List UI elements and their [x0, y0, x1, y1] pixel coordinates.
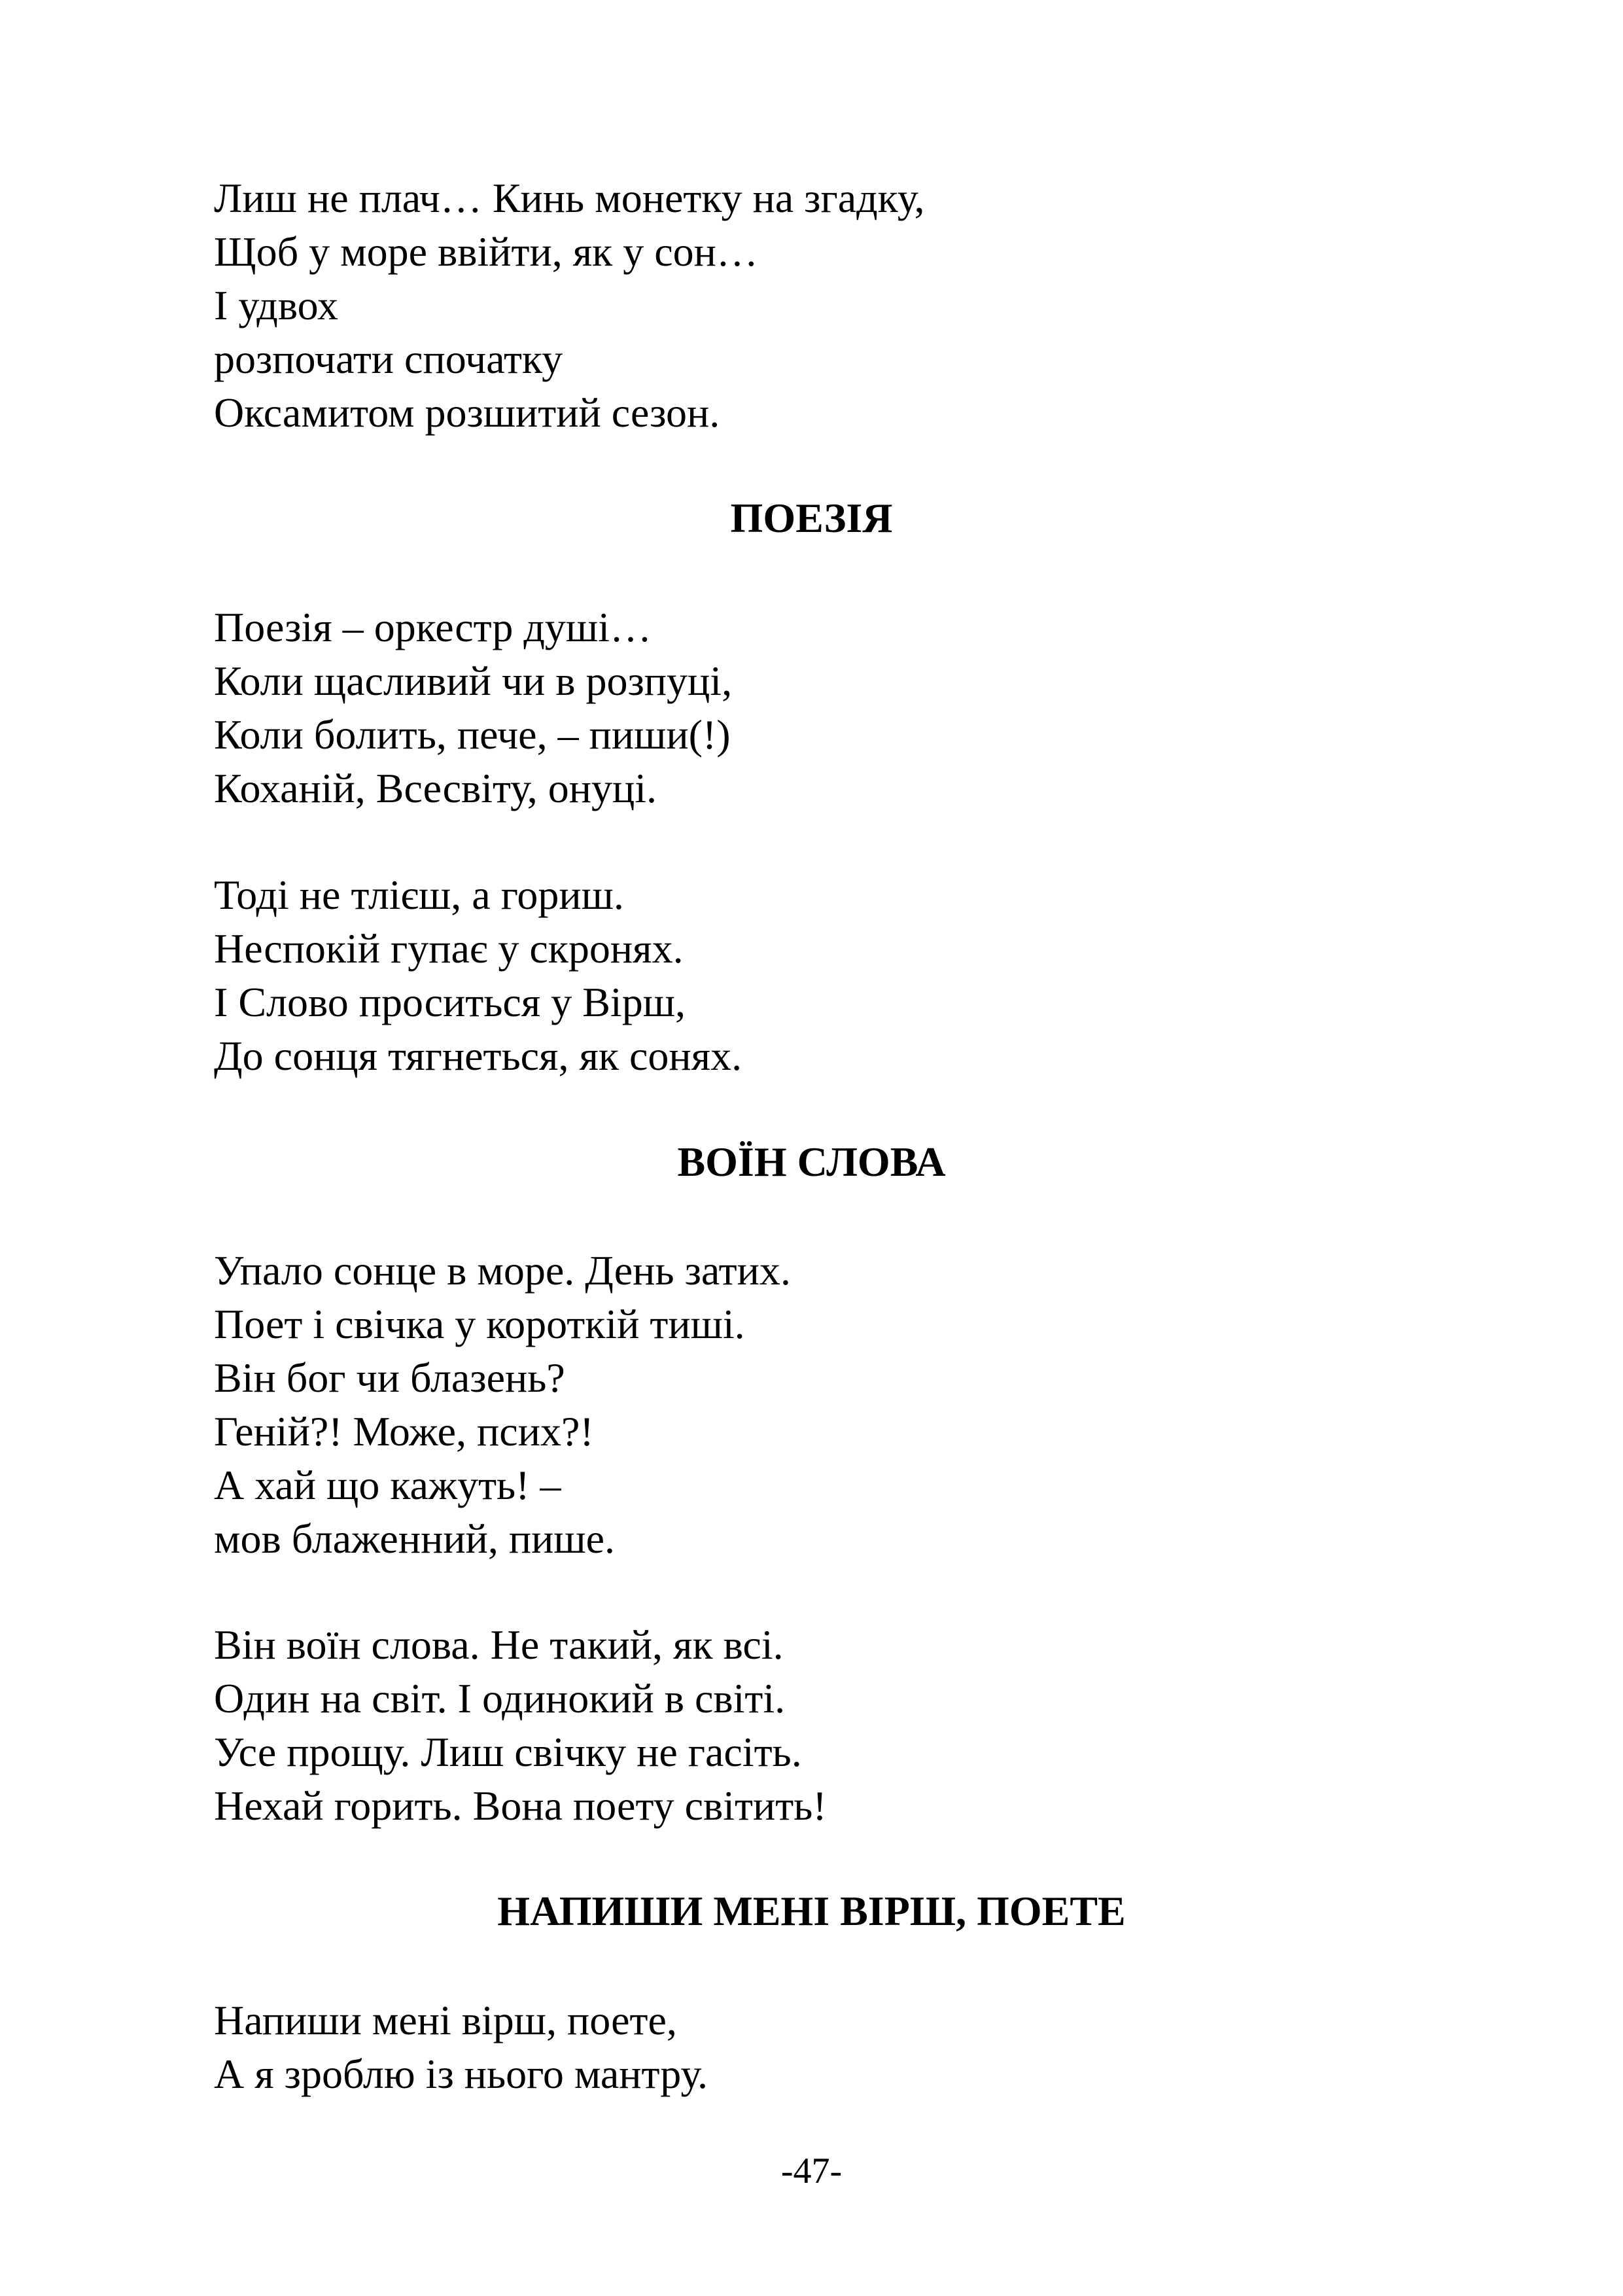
poem-line: Щоб у море ввійти, як у сон… — [214, 228, 758, 275]
page-number: -47- — [780, 2151, 843, 2191]
poem-line: розпочати спочатку — [214, 336, 563, 382]
poem-title: ПОЕЗІЯ — [730, 495, 893, 541]
poem-line: Лиш не плач… Кинь монетку на згадку, — [214, 175, 925, 221]
poem-title: НАПИШИ МЕНІ ВІРШ, ПОЕТЕ — [497, 1888, 1126, 1934]
poem-line: Нехай горить. Вона поету світить! — [214, 1782, 827, 1829]
poem-line: Один на світ. І одинокий в світі. — [214, 1675, 786, 1722]
poem-line: Поезія – оркестр душі… — [214, 604, 652, 650]
poem-title: ВОЇН СЛОВА — [677, 1139, 946, 1185]
poem-line: А я зроблю із нього мантру. — [214, 2051, 708, 2097]
poem-line: Поет і свічка у короткій тиші. — [214, 1301, 745, 1347]
poem-line: Геній?! Може, псих?! — [214, 1408, 594, 1455]
poem-line: І удвох — [214, 282, 339, 328]
poem-line: Він бог чи блазень? — [214, 1354, 565, 1401]
poem-line: Напиши мені вірш, поете, — [214, 1997, 677, 2043]
poem-line: Коли болить, пече, – пиши(!) — [214, 711, 731, 758]
poem-line: Коханій, Всесвіту, онуці. — [214, 765, 657, 811]
poem-line: Усе прощу. Лиш свічку не гасіть. — [214, 1729, 802, 1775]
poem-line: Упало сонце в море. День затих. — [214, 1247, 791, 1294]
poem-line: Тоді не тлієш, а гориш. — [214, 872, 624, 918]
poem-line: А хай що кажуть! – — [214, 1462, 561, 1508]
poem-line: Оксамитом розшитий сезон. — [214, 389, 720, 436]
poem-line: Неспокій гупає у скронях. — [214, 925, 684, 972]
poem-line: Він воїн слова. Не такий, як всі. — [214, 1621, 784, 1668]
poem-line: мов блаженний, пише. — [214, 1515, 615, 1562]
poem-line: І Слово проситься у Вірш, — [214, 979, 686, 1025]
poem-line: Коли щасливий чи в розпуці, — [214, 658, 733, 704]
poem-line: До сонця тягнеться, як сонях. — [214, 1033, 742, 1079]
